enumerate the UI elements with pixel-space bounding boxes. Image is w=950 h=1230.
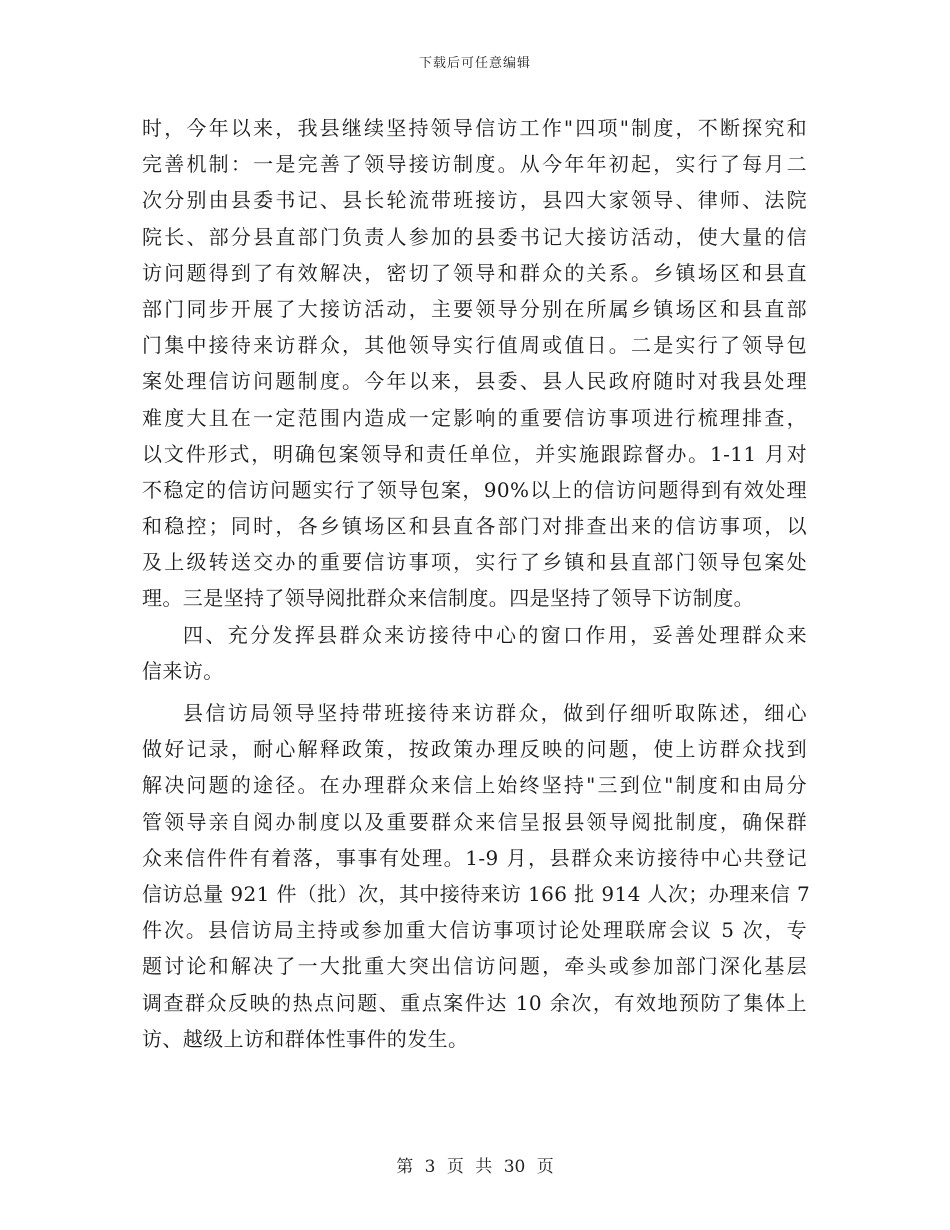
section-heading-4 xyxy=(142,617,807,689)
heading-line: 四、充分发挥县群众来访接待中心的窗口作用，妥善处理群众来 xyxy=(183,622,807,647)
text-line: 及上级转送交办的重要信访事项，实行了乡镇和县直部门领导包案处 xyxy=(142,550,807,575)
heading-line: 信来访。 xyxy=(142,658,224,683)
text-line: 完善机制：一是完善了领导接访制度。从今年年初起，实行了每月二 xyxy=(142,152,807,177)
text-line: 以文件形式，明确包案领导和责任单位，并实施跟踪督办。1-11 月对 xyxy=(142,441,807,466)
text-line: 访、越级上访和群体性事件的发生。 xyxy=(142,1026,469,1051)
paragraph-reception-center xyxy=(142,695,811,1057)
text-line: 理。三是坚持了领导阅批群众来信制度。四是坚持了领导下访制度。 xyxy=(142,586,754,611)
text-line: 次分别由县委书记、县长轮流带班接访，县四大家领导、律师、法院 xyxy=(142,188,807,213)
text-line: 和稳控；同时，各乡镇场区和县直各部门对排查出来的信访事项，以 xyxy=(142,514,807,539)
text-line: 部门同步开展了大接访活动，主要领导分别在所属乡镇场区和县直部 xyxy=(142,296,807,321)
text-line: 县信访局领导坚持带班接待来访群众，做到仔细听取陈述，细心 xyxy=(183,701,807,725)
page-number: 第 3 页 共 30 页 xyxy=(396,1157,554,1177)
text-line: 门集中接待来访群众，其他领导实行值周或值日。二是实行了领导包 xyxy=(142,333,807,358)
text-line: 解决问题的途径。在办理群众来信上始终坚持"三到位"制度和由局分 xyxy=(142,773,807,798)
text-line: 院长、部分县直部门负责人参加的县委书记大接访活动，使大量的信 xyxy=(142,224,807,249)
text-line: 题讨论和解决了一大批重大突出信访问题，牵头或参加部门深化基层 xyxy=(142,954,807,979)
page-header: 下载后可任意编辑 xyxy=(418,56,531,71)
text-line: 管领导亲自阅办制度以及重要群众来信呈报县领导阅批制度，确保群 xyxy=(142,809,807,834)
text-line: 时，今年以来，我县继续坚持领导信访工作"四项"制度，不断探究和 xyxy=(142,116,807,140)
text-line: 众来信件件有着落，事事有处理。1-9 月，县群众来访接待中心共登记 xyxy=(142,845,807,870)
text-line: 信访总量 921 件（批）次，其中接待来访 166 批 914 人次；办理来信 7 xyxy=(142,881,811,906)
text-line: 案处理信访问题制度。今年以来，县委、县人民政府随时对我县处理 xyxy=(142,369,807,394)
text-line: 访问题得到了有效解决，密切了领导和群众的关系。乡镇场区和县直 xyxy=(142,260,807,285)
text-line: 调查群众反映的热点问题、重点案件达 10 余次，有效地预防了集体上 xyxy=(142,990,807,1015)
text-line: 件次。县信访局主持或参加重大信访事项讨论处理联席会议 5 次，专 xyxy=(142,918,807,943)
text-line: 难度大且在一定范围内造成一定影响的重要信访事项进行梳理排查， xyxy=(142,405,807,430)
paragraph-leadership-system xyxy=(142,110,807,617)
document-body xyxy=(142,110,811,1057)
text-line: 不稳定的信访问题实行了领导包案，90%以上的信访问题得到有效处理 xyxy=(142,477,807,502)
text-line: 做好记录，耐心解释政策，按政策办理反映的问题，使上访群众找到 xyxy=(142,737,807,762)
